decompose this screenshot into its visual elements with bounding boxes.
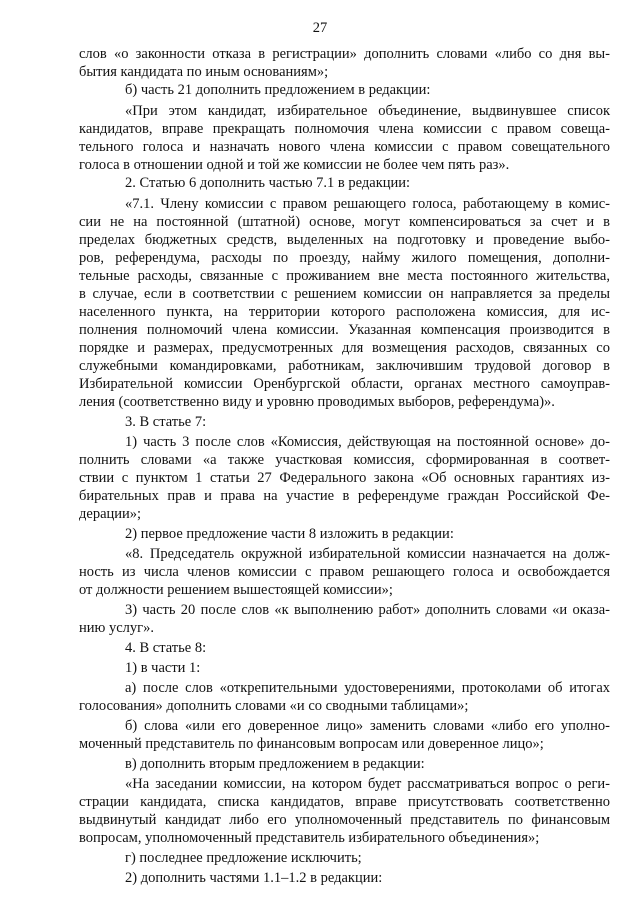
- text-line: бытия кандидата по иным основаниям»;: [79, 64, 329, 80]
- text-line: тельного голоса и назначать нового члена комиссии с правом совещательного: [79, 139, 610, 155]
- text-line: «7.1. Члену комиссии с правом решающего голоса, работающему в комис-: [125, 196, 610, 212]
- text-line: сии не на постоянной (штатной) основе, могут компенсироваться за счет и в: [79, 214, 610, 230]
- text-line: в) дополнить вторым предложением в редакции:: [125, 756, 425, 772]
- text-line: голосования» дополнить словами «и со сводными таблицами»;: [79, 698, 469, 714]
- text-line: кандидатов, вправе прекращать полномочия члена комиссии с правом совеща-: [79, 121, 610, 137]
- text-line: голоса в отношении одной и той же комиссии не более чем пять раз».: [79, 157, 510, 173]
- text-line: нию услуг».: [79, 620, 154, 636]
- text-line: 3) часть 20 после слов «к выполнению работ» дополнить словами «и оказа-: [125, 602, 610, 618]
- text-line: страции кандидата, списка кандидатов, вправе присутствовать соответственно: [79, 794, 610, 810]
- text-line: ность из числа членов комиссии с правом решающего голоса и освобождается: [79, 564, 610, 580]
- text-line: ствии с пунктом 1 статьи 27 Федерального закона «Об основных гарантиях из-: [79, 470, 610, 486]
- text-line: от должности решением вышестоящей комиссии»;: [79, 582, 393, 598]
- page-number: 27: [312, 20, 328, 36]
- text-line: 3. В статье 7:: [125, 414, 207, 430]
- text-line: порядке и размерах, предусмотренных для возмещения расходов, связанных со: [79, 340, 610, 356]
- text-line: «При этом кандидат, избирательное объединение, выдвинувшее список: [125, 103, 610, 119]
- text-line: г) последнее предложение исключить;: [125, 850, 362, 866]
- text-line: а) после слов «открепительными удостоверениями, протоколами об итогах: [125, 680, 610, 696]
- text-line: населенного пункта, на территории которого расположена комиссия, для ис-: [79, 304, 610, 320]
- text-line: моченный представитель по финансовым вопросам или доверенное лицо»;: [79, 736, 544, 752]
- text-line: в случае, если в соответствии с решением комиссии он направляется за пределы: [79, 286, 610, 302]
- text-line: б) слова «или его доверенное лицо» заменить словами «либо его уполно-: [125, 718, 610, 734]
- text-line: 2. Статью 6 дополнить частью 7.1 в редакции:: [125, 175, 411, 191]
- text-line: выдвинутый кандидат либо его уполномоченный представитель по финансовым: [79, 812, 610, 828]
- text-line: ров, референдума, расходы по проезду, найму жилого помещения, дополни-: [79, 250, 610, 266]
- text-line: ления (соответственно виду и уровню проводимых выборов, референдума)».: [79, 394, 555, 410]
- text-line: 1) в части 1:: [125, 660, 201, 676]
- text-line: дерации»;: [79, 506, 142, 522]
- text-line: 2) первое предложение части 8 изложить в редакции:: [125, 526, 454, 542]
- text-line: бирательных прав и права на участие в референдуме граждан Российской Фе-: [79, 488, 610, 504]
- text-line: пределах бюджетных средств, выделенных на подготовку и проведение выбо-: [79, 232, 610, 248]
- text-line: полнения полномочий члена комиссии. Указанная компенсация производится в: [79, 322, 610, 338]
- text-line: вопросам, уполномоченный представитель избирательного объединения»;: [79, 830, 540, 846]
- text-line: «8. Председатель окружной избирательной комиссии назначается на долж-: [125, 546, 610, 562]
- text-line: слов «о законности отказа в регистрации» дополнить словами «либо со дня вы-: [79, 46, 610, 62]
- text-line: 1) часть 3 после слов «Комиссия, действующая на постоянной основе» до-: [125, 434, 610, 450]
- text-line: Избирательной комиссии Оренбургской области, органах местного самоуправ-: [79, 376, 610, 392]
- text-line: 2) дополнить частями 1.1–1.2 в редакции:: [125, 870, 383, 886]
- text-line: «На заседании комиссии, на котором будет рассматриваться вопрос о реги-: [125, 776, 610, 792]
- text-line: тельные расходы, связанные с проживанием вне места постоянного жительства,: [79, 268, 610, 284]
- text-line: полнить словами «а также участковая комиссия, сформированная в соответ-: [79, 452, 610, 468]
- text-line: б) часть 21 дополнить предложением в редакции:: [125, 82, 431, 98]
- text-line: служебными командировками, работникам, заключившим трудовой договор в: [79, 358, 610, 374]
- text-line: 4. В статье 8:: [125, 640, 207, 656]
